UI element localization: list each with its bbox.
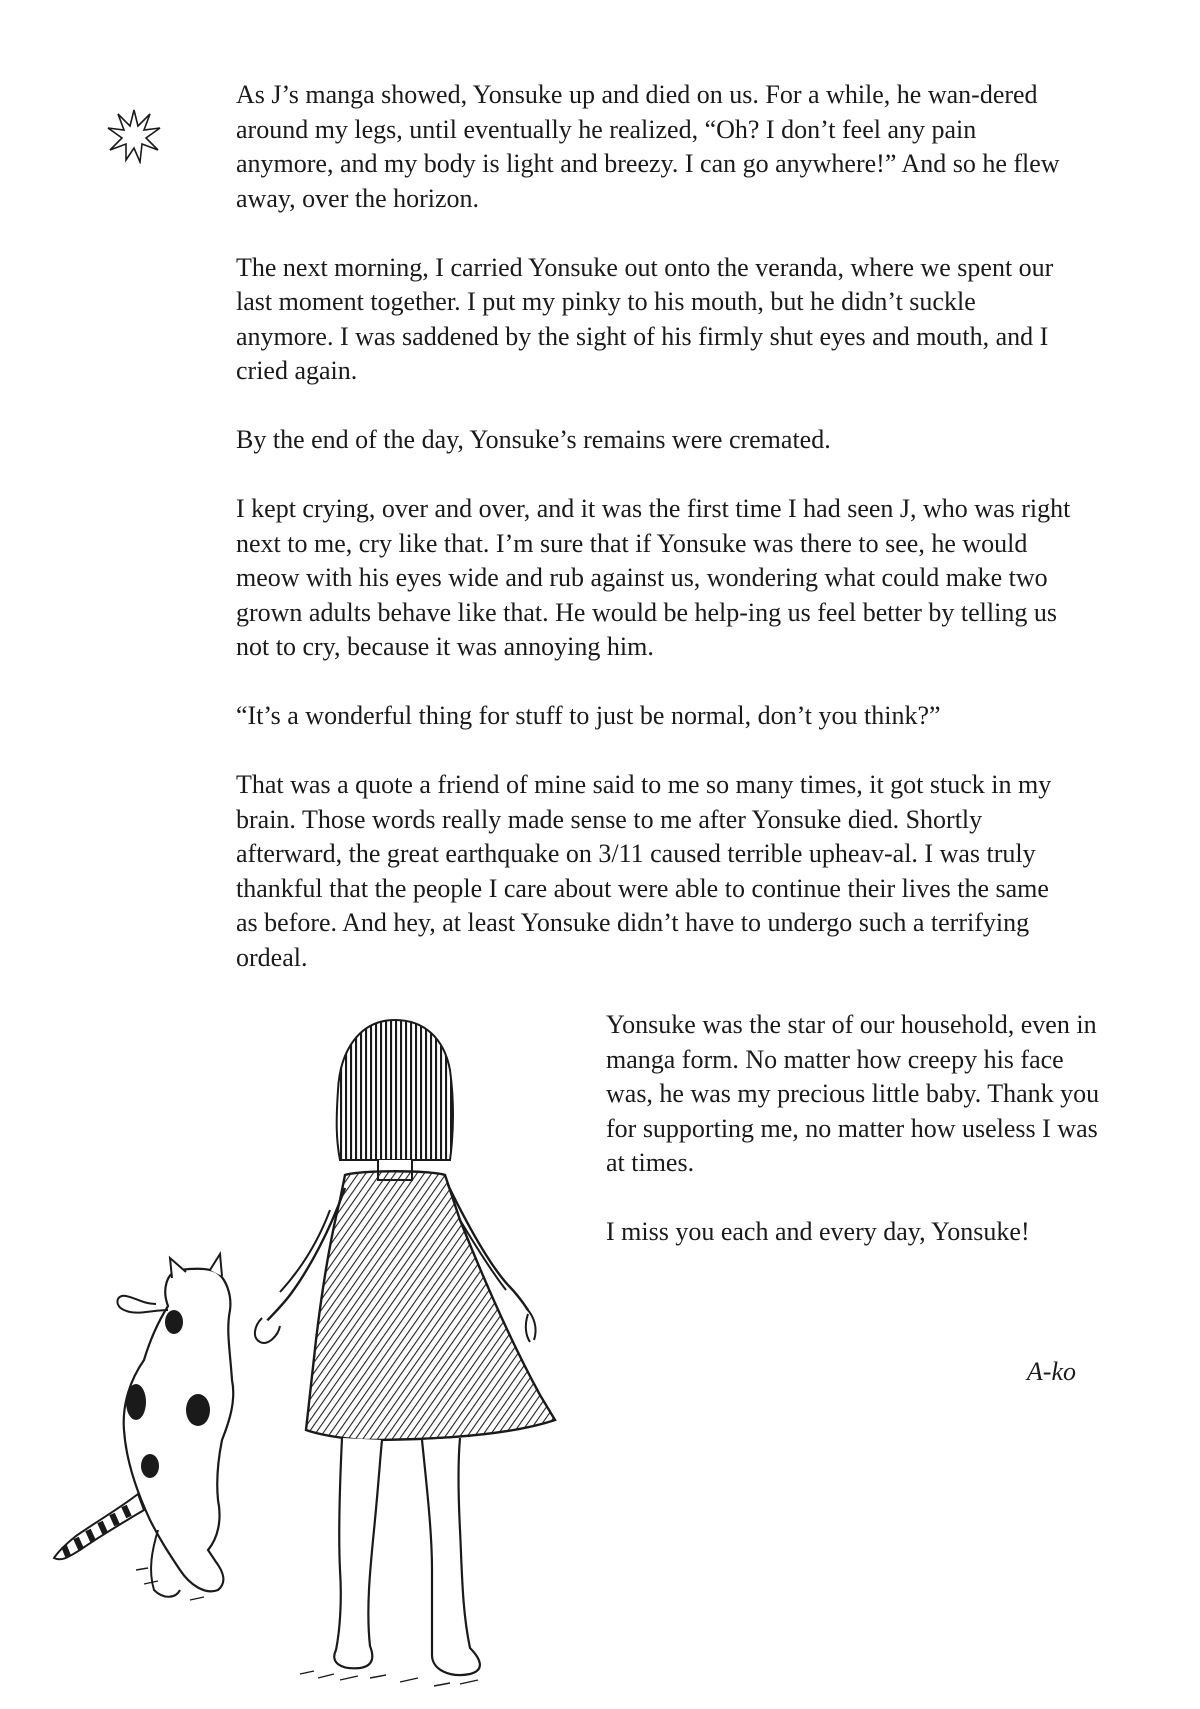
side-text	[606, 1008, 1106, 1284]
paragraph: That was a quote a friend of mine said to me so many times, it got stuck in my brain. Those words really made sense to me after Yonsuke died. Shortly afterward, the great earthquake on 3/11 caused terrible upheav-al. I was truly thankful that the people I care about were able to continue their lives the same as before. And hey, at least Yonsuke didn’t have to undergo such a terrifying ordeal.	[236, 770, 1052, 972]
paragraph: I miss you each and every day, Yonsuke!	[606, 1217, 1030, 1246]
paragraph: “It’s a wonderful thing for stuff to just be normal, don’t you think?”	[236, 701, 941, 730]
girl-figure	[255, 1020, 555, 1686]
paragraph: Yonsuke was the star of our household, even in manga form. No matter how creepy his face was, he was my precious little baby. Thank you for supporting me, no matter how useless I was at times.	[606, 1010, 1100, 1177]
paragraph: By the end of the day, Yonsuke’s remains were cremated.	[236, 425, 831, 454]
burst-icon	[106, 108, 162, 164]
paragraph: As J’s manga showed, Yonsuke up and died on us. For a while, he wan-dered around my legs, until eventually he realized, “Oh? I don’t feel any pain anymore, and my body is light and breezy. I can go anywhere!” And so he flew away, over the horizon.	[236, 80, 1060, 213]
main-text	[236, 78, 1076, 975]
girl-and-cat-illustration	[40, 1010, 600, 1700]
author-signature: A-ko	[1026, 1357, 1076, 1386]
paragraph: The next morning, I carried Yonsuke out onto the veranda, where we spent our last moment together. I put my pinky to his mouth, but he didn’t suckle anymore. I was saddened by the sight of his firmly shut eyes and mouth, and I cried again.	[236, 252, 1054, 385]
paragraph: I kept crying, over and over, and it was the first time I had seen J, who was right next to me, cry like that. I’m sure that if Yonsuke was there to see, he would meow with his eyes wide and rub against us, wondering what could make two grown adults behave like that. He would be help-ing us feel better by telling us not to cry, because it was annoying him.	[236, 494, 1071, 661]
cat-figure	[54, 1254, 233, 1600]
